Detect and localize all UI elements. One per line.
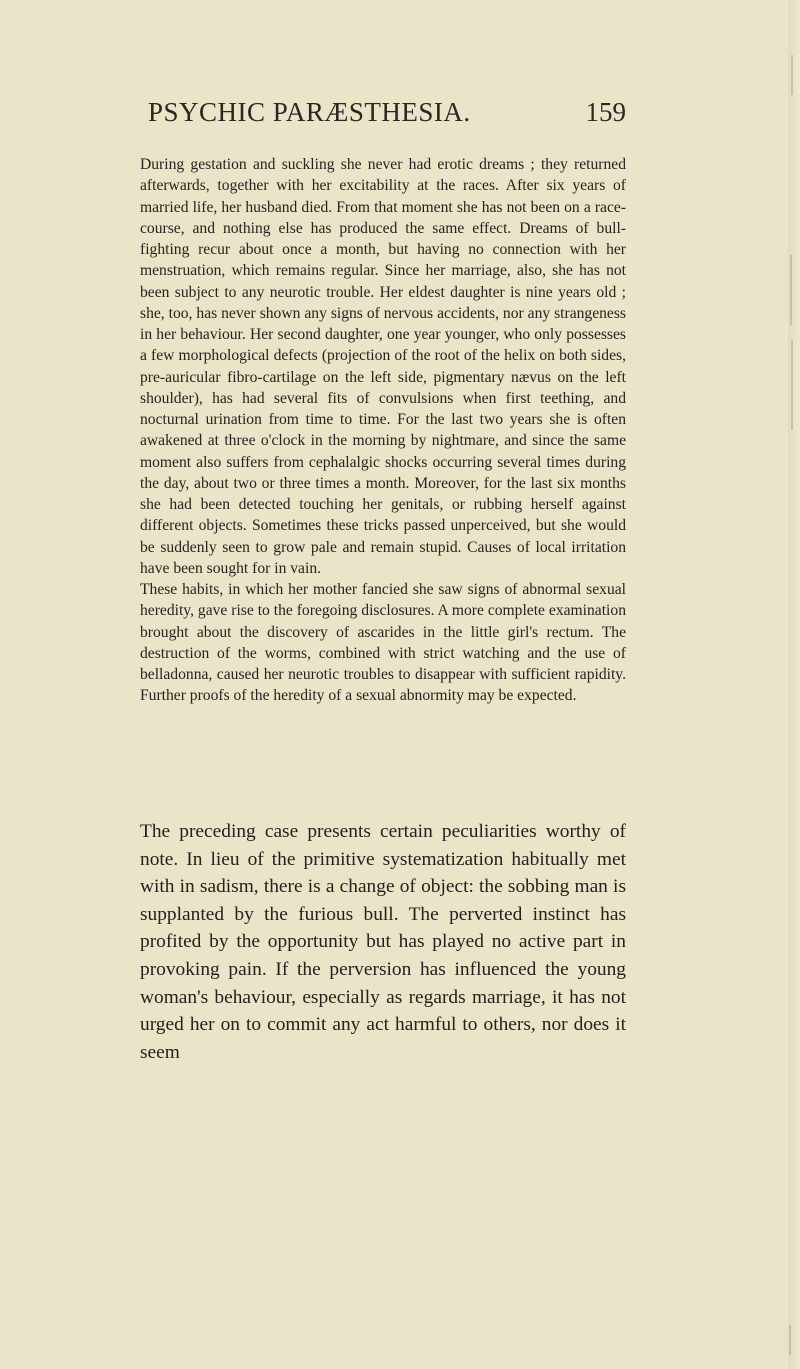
page-number: 159 xyxy=(585,97,626,127)
edge-mark xyxy=(790,255,792,325)
small-text-block xyxy=(140,154,626,707)
page-edge-shadow xyxy=(788,0,800,1369)
large-text-block xyxy=(140,818,626,1066)
running-title: PSYCHIC PARÆSTHESIA. xyxy=(148,97,471,127)
edge-mark xyxy=(791,55,793,95)
edge-mark xyxy=(789,1325,791,1355)
edge-mark xyxy=(791,340,793,430)
large-paragraph-1: The preceding case presents certain peculiarities worthy of note. In lieu of the primitive systematization habitually met with in sadism, there is a change of object: the sobbing man is supplanted by the furious bull. The perverted instinct has profited by the opportunity but has played no active part in provoking pain. If the perversion has influenced the young woman's behaviour, especially as regards marriage, it has not urged her on to commit any act harmful to others, nor does it seem xyxy=(140,821,626,1063)
small-paragraph-2: These habits, in which her mother fancied she saw signs of abnormal sexual heredity, gave rise to the foregoing disclosures. A more complete examination brought about the discovery of ascarides in the little girl's rectum. The destruction of the worms, combined with strict watching and the use of belladonna, caused her neurotic troubles to disappear with sufficient rapidity. Further proofs of the heredity of a sexual abnormity may be expected. xyxy=(140,581,626,705)
small-paragraph-1: During gestation and suckling she never had erotic dreams ; they returned afterwards, together with her excitability at the races. After six years of married life, her husband died. From that moment she has not been on a race-course, and nothing else has produced the same effect. Dreams of bull-fighting recur about once a month, but having no connection with her menstruation, which remains regular. Since her marriage, also, she has not been subject to any neurotic trouble. Her eldest daughter is nine years old ; she, too, has never shown any signs of nervous accidents, nor any strangeness in her behaviour. Her second daughter, one year younger, who only possesses a few morphological defects (projection of the root of the helix on both sides, pre-auricular fibro-cartilage on the left side, pigmentary nævus on the left shoulder), has had several fits of convulsions when first teething, and nocturnal urination from time to time. For the last two years she is often awakened at three o'clock in the morning by nightmare, and since the same moment also suffers from cephalalgic shocks occurring several times during the day, about two or three times a month. Moreover, for the last six months she had been detected touching her genitals, or rubbing herself against different objects. Sometimes these tricks passed unperceived, but she would be suddenly seen to grow pale and remain stupid. Causes of local irritation have been sought for in vain. xyxy=(140,156,626,577)
running-head xyxy=(140,97,626,131)
